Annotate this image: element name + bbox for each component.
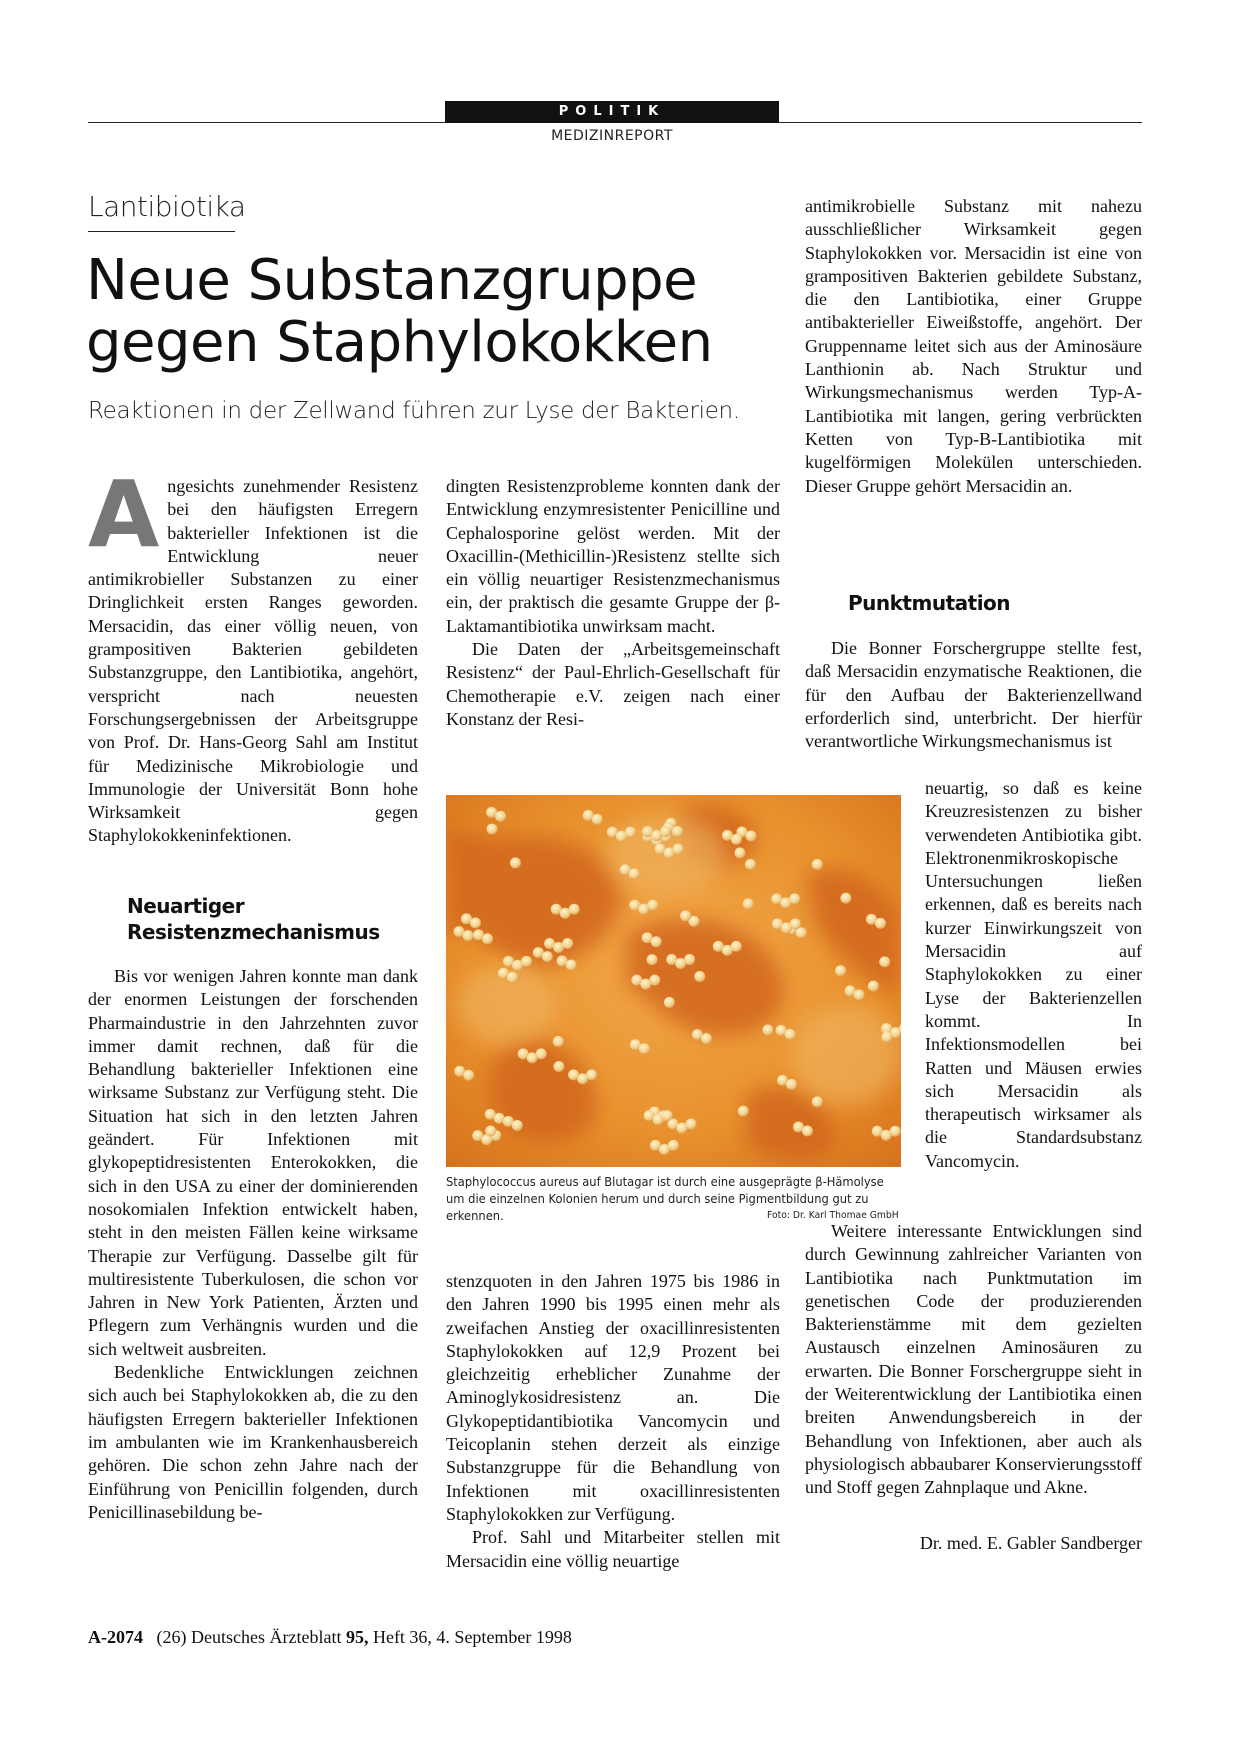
colony: [879, 956, 890, 967]
colony: [685, 1119, 696, 1130]
body-paragraph: dingten Resistenzprobleme konnten dank der Entwicklung enzymresistenter Penicilline und Cephalosporine gelöst werden. Mit der Oxacillin-(Methicillin-)Resistenz stellte sich ein völlig neuartiger Resistenzmechanismus ein, der praktisch die gesamte Gruppe der β-Laktamantibiotika unwirksam macht.: [446, 476, 780, 636]
colony: [562, 938, 573, 949]
body-paragraph: Bedenkliche Entwicklungen zeichnen sich auch bei Staphylokokken ab, die zu den häufigsten Erregern bakterieller Infektionen im ambulanten wie im Krankenhausbereich gehören. Die schon zehn Jahre nach der Einführung von Penicillin folgenden, durch Penicillinasebildung be-: [88, 1362, 418, 1522]
colony: [586, 1069, 597, 1080]
subheading-line-2: Resistenzmechanismus: [127, 920, 380, 944]
article-headline: [86, 250, 786, 374]
colony: [507, 972, 518, 983]
colony: [868, 981, 879, 992]
colony: [566, 960, 577, 971]
subsection-label: MEDIZINREPORT: [551, 128, 673, 144]
colony: [890, 1126, 901, 1137]
column-3-body-b: [805, 1220, 1142, 1500]
colony: [463, 930, 474, 941]
caption-text: Staphylococcus aureus auf Blutagar ist durch eine ausgeprägte β-Hämolyse um die einzelnen Kolonien herum und durch seine Pigmentbildung gut zu erkennen.: [446, 1174, 884, 1223]
kicker-underline: [88, 231, 235, 232]
colony: [668, 1140, 679, 1151]
bacteria-photo: [446, 795, 901, 1167]
body-paragraph: Die Daten der „Arbeitsgemeinschaft Resistenz“ der Paul-Ehrlich-Gesellschaft für Chemotherapie e.V. zeigen nach einer Konstanz der Resi-: [446, 639, 780, 729]
colony: [512, 1120, 523, 1131]
body-paragraph: Bis vor wenigen Jahren konnte man dank der enormen Leistungen der forschenden Pharmaindustrie in den Jahrzehnten zuvor immer damit rechnen, daß für die Behandlung bakterieller Infektionen eine wirksame Substanz zur Verfügung steht. Die Situation hat sich in den letzten Jahren geändert. Für Infektionen mit glykopeptidresistenten Enterokokken, die sich in den USA zu einer der dominierenden nosokomialen Infektion entwickelt haben, steht in den meisten Fällen keine wirksame Therapie zur Verfügung. Dasselbe gilt für multiresistente Tuberkulosen, die schon vor Jahren in New York Patienten, Ärzten und Pflegern zum Verhängnis wurden und die sich weltweit ausbreiten.: [88, 966, 418, 1359]
colony: [762, 1024, 773, 1035]
colony: [664, 997, 675, 1008]
colony: [487, 824, 498, 835]
author-byline: Dr. med. E. Gabler Sandberger: [919, 1533, 1142, 1553]
colony: [542, 951, 553, 962]
colony: [569, 904, 580, 915]
colony: [495, 811, 506, 822]
colony: [785, 1029, 796, 1040]
colony: [651, 936, 662, 947]
headline-line-1: Neue Substanzgruppe: [86, 248, 698, 313]
headline-line-2: gegen Staphylokokken: [86, 310, 713, 375]
colony: [672, 826, 683, 837]
footer-volume: 95,: [345, 1627, 369, 1647]
colony: [734, 847, 745, 858]
body-paragraph: stenzquoten in den Jahren 1975 bis 1986 in den Jahren 1990 bis 1995 einen mehr als zweifachen Anstieg der oxacillinresistenten Staphylokokken auf 12,9 Prozent bei gleichzeitig erheblicher Zunahme der Aminoglykosidresistenz an. Die Glykopeptidantibiotika Vancomycin und Teicoplanin stehen derzeit als einzige Substanzgruppe für die Behandlung von Infektionen mit oxacillinresistenten Staphylokokken zur Verfügung.: [446, 1271, 780, 1524]
colony: [731, 834, 742, 845]
colony: [553, 1061, 564, 1072]
section-label: POLITIK: [445, 101, 779, 123]
colony: [854, 989, 865, 1000]
colony: [745, 830, 756, 841]
colony: [510, 857, 521, 868]
footer-journal: Deutsches Ärzteblatt: [191, 1627, 342, 1647]
colony: [629, 868, 640, 879]
column-2-top: [446, 475, 780, 731]
colony: [743, 898, 754, 909]
colony: [647, 900, 658, 911]
body-paragraph: antimikrobielle Substanz mit nahezu ausschließlicher Wirksamkeit gegen Staphylokokken vor. Mersacidin ist eine von grampositiven Bakterien gebildete Substanz, die den Lantibiotika, einer Gruppe antibakterieller Eiweißstoffe, angehört. Der Gruppenname leitet sich aus der Aminosäure Lanthionin ab. Nach Struktur und Wirkungsmechanismus werden Typ-A-Lantibiotika mit langen, gering verbrückten Ketten von Typ-B-Lantibiotika mit kugelförmigen Molekülen unterschieden. Dieser Gruppe gehört Mersacidin an.: [805, 196, 1142, 496]
intro-text: ngesichts zunehmender Resistenz bei den häufigsten Erregern bakterieller Infektionen ist die Entwicklung neuer antimikrobieller Substanzen zu einer Dringlichkeit ersten Ranges geworden. Mersacidin, das einer völlig neuen, von grampositiven Bakterien gebildeten Substanzgruppe, den Lantibiotika, angehört, verspricht nach neuesten Forschungsergebnissen der Arbeitsgruppe von Prof. Dr. Hans-Georg Sahl am Institut für Medizinische Mikrobiologie und Immunologie der Universität Bonn hohe Wirksamkeit gegen Staphylokokkeninfektionen.: [88, 476, 418, 846]
intro-paragraph: [88, 461, 418, 848]
body-paragraph: Weitere interessante Entwicklungen sind durch Gewinnung zahlreicher Varianten von Lantibiotika nach Punktmutation im genetischen Code der produzierenden Bakterienstämme mit dem gezielten Austausch einzelnen Aminosäuren zu erwarten. Die Bonner Forschergruppe sieht in der Weiterentwicklung der Lantibiotika einen breiten Anwendungsbereich in der Behandlung von Infektionen, aber auch als physiologisch abbaubarer Konservierungsstoff und Stoff gegen Zahnplaque und Akne.: [805, 1221, 1142, 1498]
subheading-line-1: Neuartiger: [127, 894, 245, 918]
colony: [662, 1110, 673, 1121]
colony: [485, 1126, 496, 1137]
footer-issue: Heft 36, 4. September 1998: [372, 1627, 572, 1647]
column-1-body: [88, 965, 418, 1524]
colony: [649, 975, 660, 986]
colony: [553, 1036, 564, 1047]
colony: [840, 893, 851, 904]
photo-credit: Foto: Dr. Karl Thomae GmbH: [767, 1210, 899, 1221]
column-1-intro: [88, 461, 418, 848]
colony: [639, 1043, 650, 1054]
subheading-text: Punktmutation: [848, 591, 1011, 615]
footer-page-number: (26): [156, 1627, 187, 1647]
colony: [470, 917, 481, 928]
colony: [738, 1106, 749, 1117]
staphylococcus-culture-image: [446, 795, 901, 1167]
colony: [482, 933, 493, 944]
subheading-resistenz: [127, 893, 427, 945]
colony: [789, 893, 800, 904]
colony: [786, 1079, 797, 1090]
photo-caption: [446, 1173, 899, 1224]
colony: [835, 965, 846, 976]
colony: [660, 826, 671, 837]
subheading-punktmutation: [848, 590, 1128, 616]
colony: [812, 859, 823, 870]
colony: [745, 859, 756, 870]
page-footer: [88, 1627, 572, 1648]
colony: [875, 918, 886, 929]
column-3-body-a: [805, 637, 1142, 753]
colony: [701, 1033, 712, 1044]
colony: [521, 956, 532, 967]
colony: [694, 971, 705, 982]
article-kicker: Lantibiotika: [88, 190, 246, 223]
colony: [647, 954, 658, 965]
colony: [881, 1031, 892, 1042]
colony: [673, 844, 684, 855]
column-3-top: [805, 195, 1142, 498]
colony: [680, 910, 691, 921]
body-paragraph: neuartig, so daß es keine Kreuzresistenzen zu bisher verwendeten Antibiotika gibt. Elektronenmikroskopische Untersuchungen ließen erkennen, daß es bereits nach kurzer Einwirkungszeit von Mersacidin auf Staphylokokken zu einer Lyse der Bakterienzellen kommt. In Infektionsmodellen bei Ratten und Mäusen erwies sich Mersacidin als therapeutisch wirksamer als die Standardsubstanz Vancomycin.: [925, 778, 1142, 1171]
colony: [625, 827, 636, 838]
article-deck: Reaktionen in der Zellwand führen zur Lyse der Bakterien.: [88, 398, 740, 424]
colony: [731, 941, 742, 952]
footer-page-code: A-2074: [88, 1627, 143, 1647]
body-paragraph: Die Bonner Forschergruppe stellte fest, daß Mersacidin enzymatische Reaktionen, die für den Aufbau der Bakterienzellwand erforderlich sind, unterbricht. Der hierfür verantwortliche Wirkungsmechanismus ist: [805, 638, 1142, 752]
colony: [536, 1048, 547, 1059]
drop-cap: A: [88, 461, 160, 568]
colony: [790, 918, 801, 929]
column-2-bottom: [446, 1270, 780, 1573]
column-3-body-narrow: [925, 777, 1142, 1173]
body-paragraph: Prof. Sahl und Mitarbeiter stellen mit Mersacidin eine völlig neuartige: [446, 1527, 780, 1571]
colony: [812, 1096, 823, 1107]
colony: [592, 814, 603, 825]
colony: [684, 954, 695, 965]
colony: [463, 1070, 474, 1081]
colony: [802, 1126, 813, 1137]
